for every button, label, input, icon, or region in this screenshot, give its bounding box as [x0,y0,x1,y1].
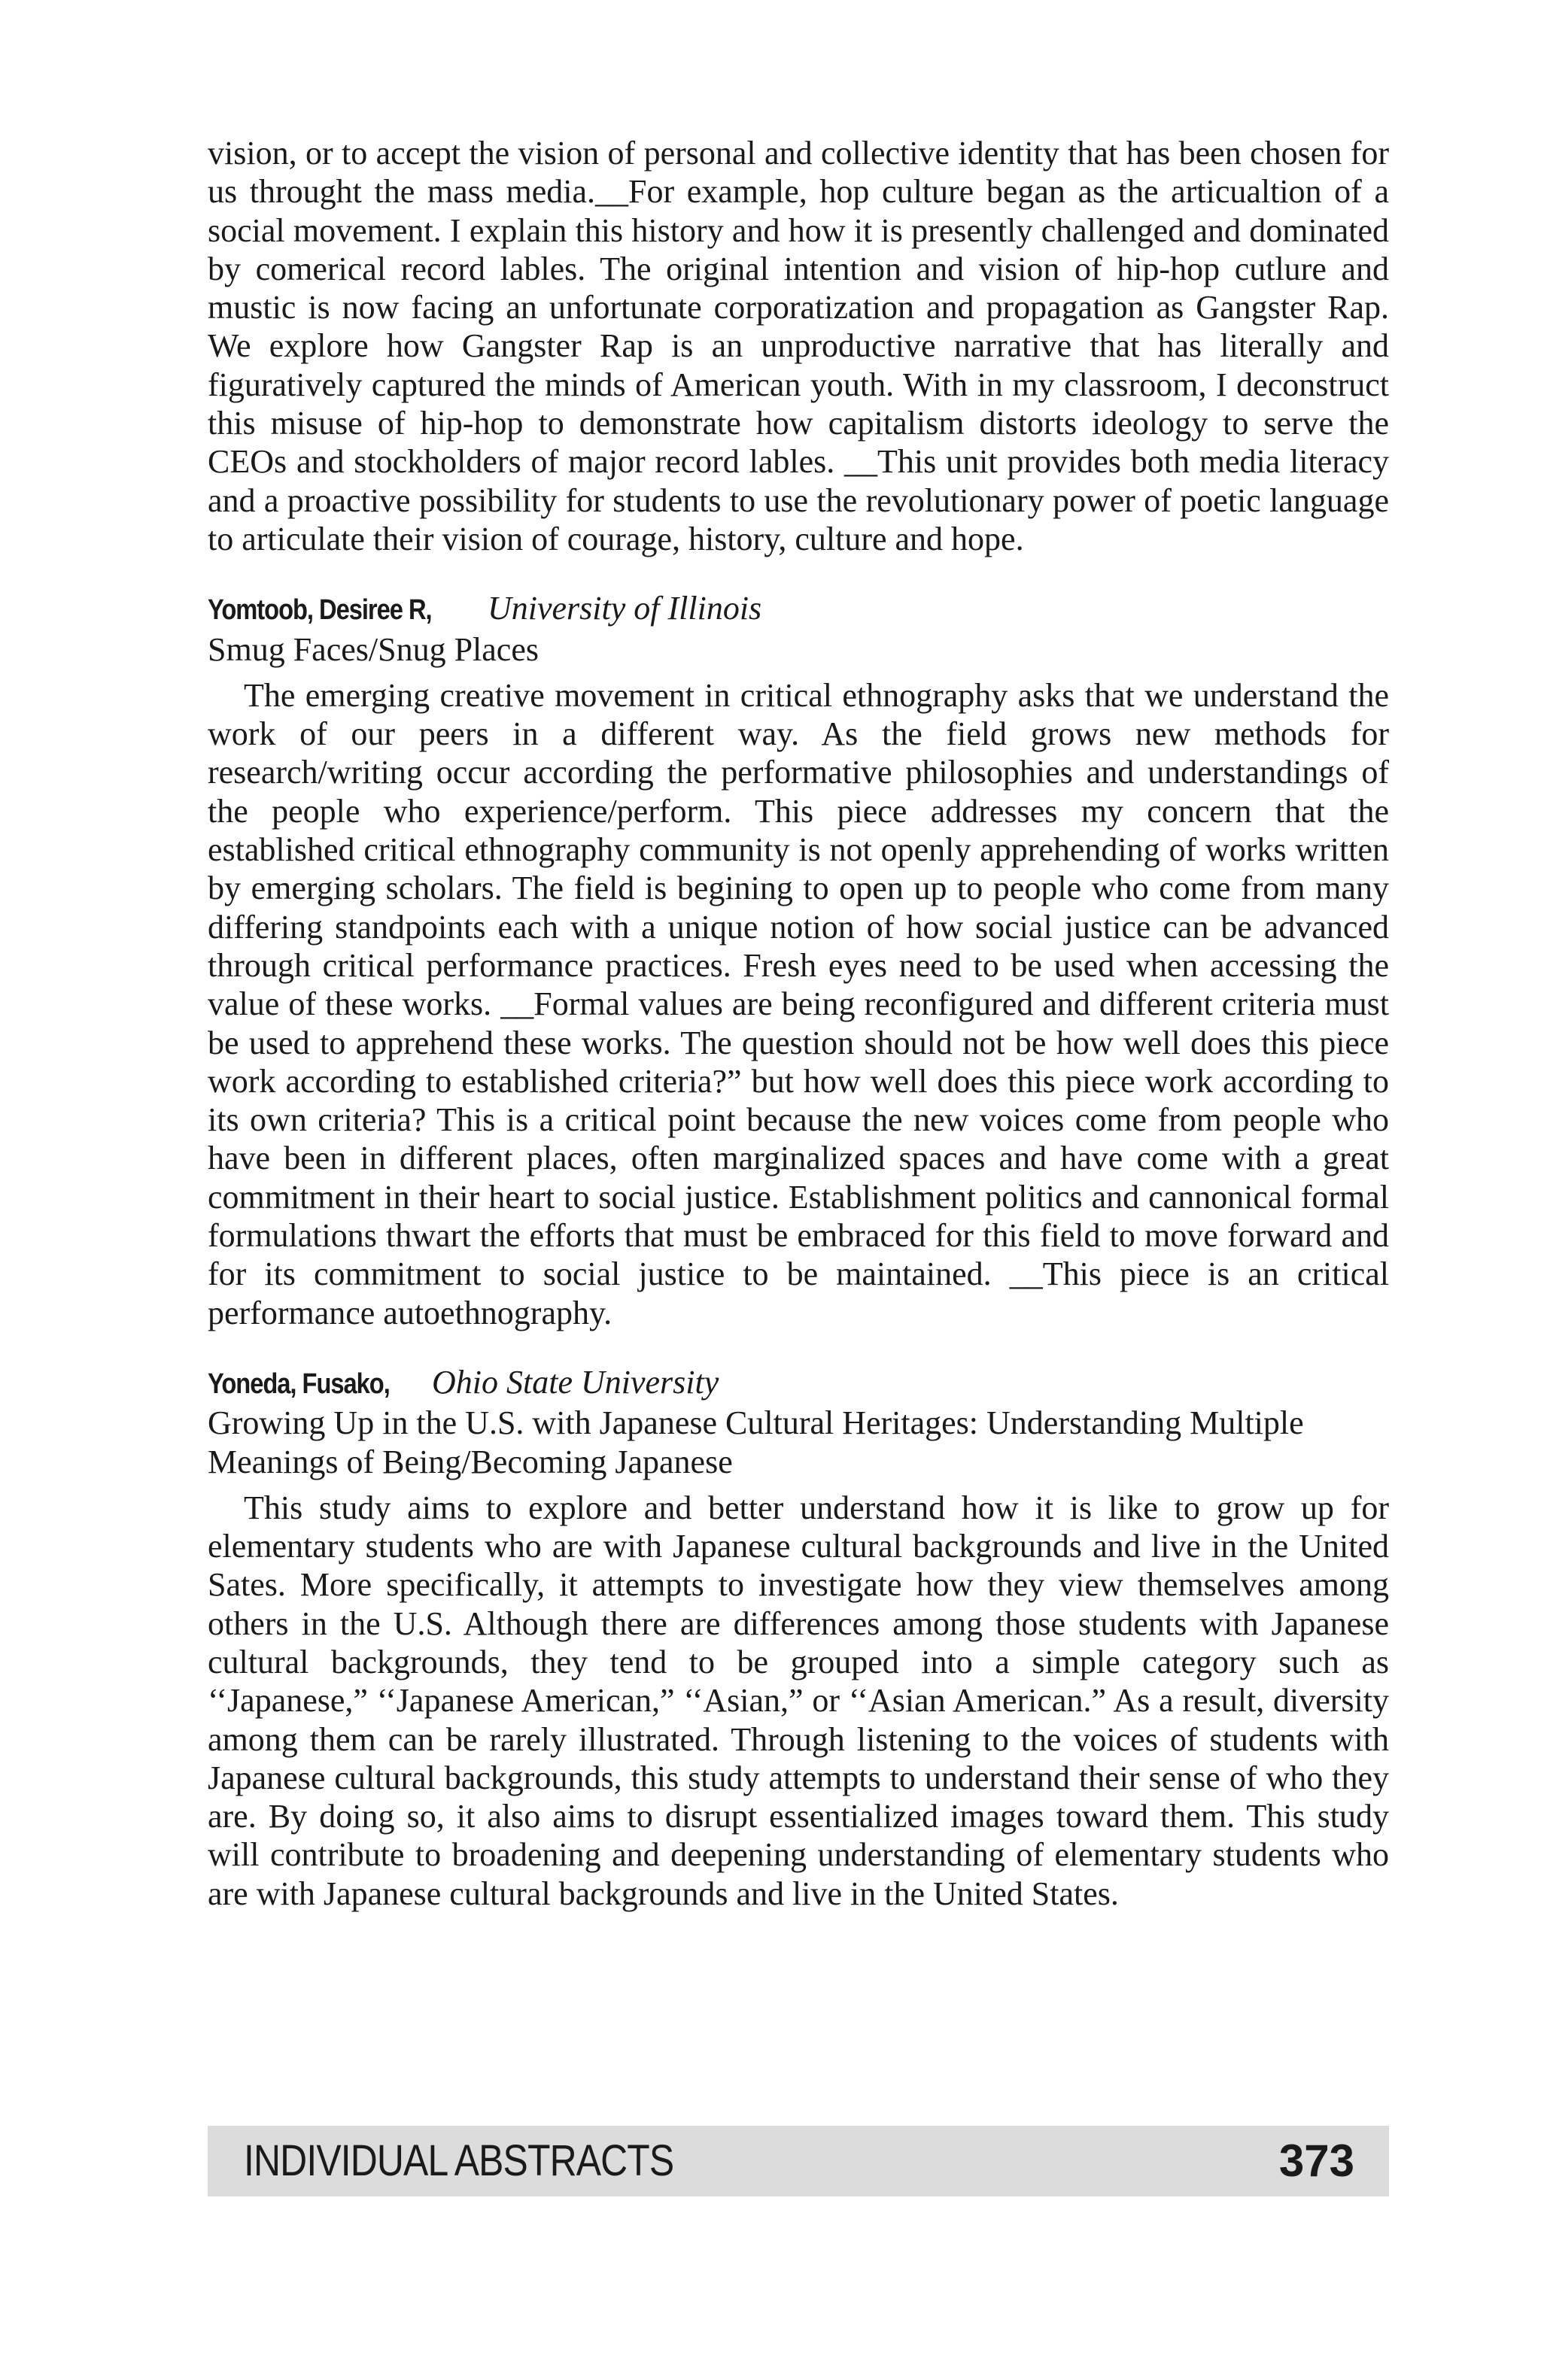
abstract-text: This study aims to explore and better understand how it is like to grow up for elementary students who are with Japanese cultural backgrounds and live in the United Sates. More specifically, it attempts to investigate how they view themselves among others in the U.S. Although there are differences among those students with Japanese cultural backgrounds, they tend to be grouped into a simple category such as ‘‘Japanese,” ‘‘Japanese American,” ‘‘Asian,” or ‘‘Asian American.” As a result, diversity among them can be rarely illustrated. Through listening to the voices of students with Japanese cultural backgrounds, this study attempts to understand their sense of who they are. By doing so, it also aims to disrupt essentialized images toward them. This study will contribute to broadening and deepening understanding of elementary students who are with Japanese cultural backgrounds and live in the United States. [208,1489,1389,1912]
author-name: Yoneda, Fusako, [208,1368,390,1400]
page-body [208,134,1389,1913]
abstract-entry [208,1363,1389,1913]
abstract-text: The emerging creative movement in critical ethnography asks that we understand the work of our peers in a different way. As the field grows new methods for research/writing occur according the performative philosophies and understandings of the people who experience/perform. This piece addresses my concern that the established critical ethnography community is not openly apprehending of works written by emerging scholars. The field is begining to open up to people who come from many differing standpoints each with a unique notion of how social justice can be advanced through critical performance practices. Fresh eyes need to be used when accessing the value of these works. __Formal values are being reconfigured and different criteria must be used to apprehend these works. The question should not be how well does this piece work according to established criteria?” but how well does this piece work according to its own criteria? This is a critical point because the new voices come from people who have been in different places, often marginalized spaces and have come with a great commitment in their heart to social justice. Establishment politics and cannonical formal formulations thwart the efforts that must be embraced for this field to move forward and for its commitment to social justice to be maintained. __This piece is an critical performance autoethnography. [208,676,1389,1331]
author-affiliation: Ohio State University [432,1363,719,1401]
author-name: Yomtoob, Desiree R, [208,594,432,627]
abstract-title: Growing Up in the U.S. with Japanese Cultural Heritages: Understanding Multiple Meanings of Being/Becoming Japanese [208,1404,1304,1480]
abstract-entry [208,589,1389,1332]
author-line [208,589,1389,630]
section-label: INDIVIDUAL ABSTRACTS [244,2136,674,2185]
author-line [208,1363,1389,1404]
page-number: 373 [1278,2136,1354,2186]
page-footer [208,2126,1389,2196]
continued-abstract: vision, or to accept the vision of personal and collective identity that has been chosen for us throught the mass media.__For example, hop culture began as the articualtion of a social movement. I explain this history and how it is presently challenged and dominated by comerical record lables. The original intention and vision of hip-hop cutlure and mustic is now facing an unfortunate corporatization and propagation as Gangster Rap. We explore how Gangster Rap is an unproductive narrative that has literally and figuratively captured the minds of American youth. With in my classroom, I deconstruct this misuse of hip-hop to demonstrate how capitalism distorts ideology to serve the CEOs and stockholders of major record lables. __This unit provides both media literacy and a proactive possibility for students to use the revolutionary power of poetic language to articulate their vision of courage, history, culture and hope. [208,135,1389,557]
author-affiliation: University of Illinois [488,590,762,627]
abstract-title: Smug Faces/Snug Places [208,630,539,668]
